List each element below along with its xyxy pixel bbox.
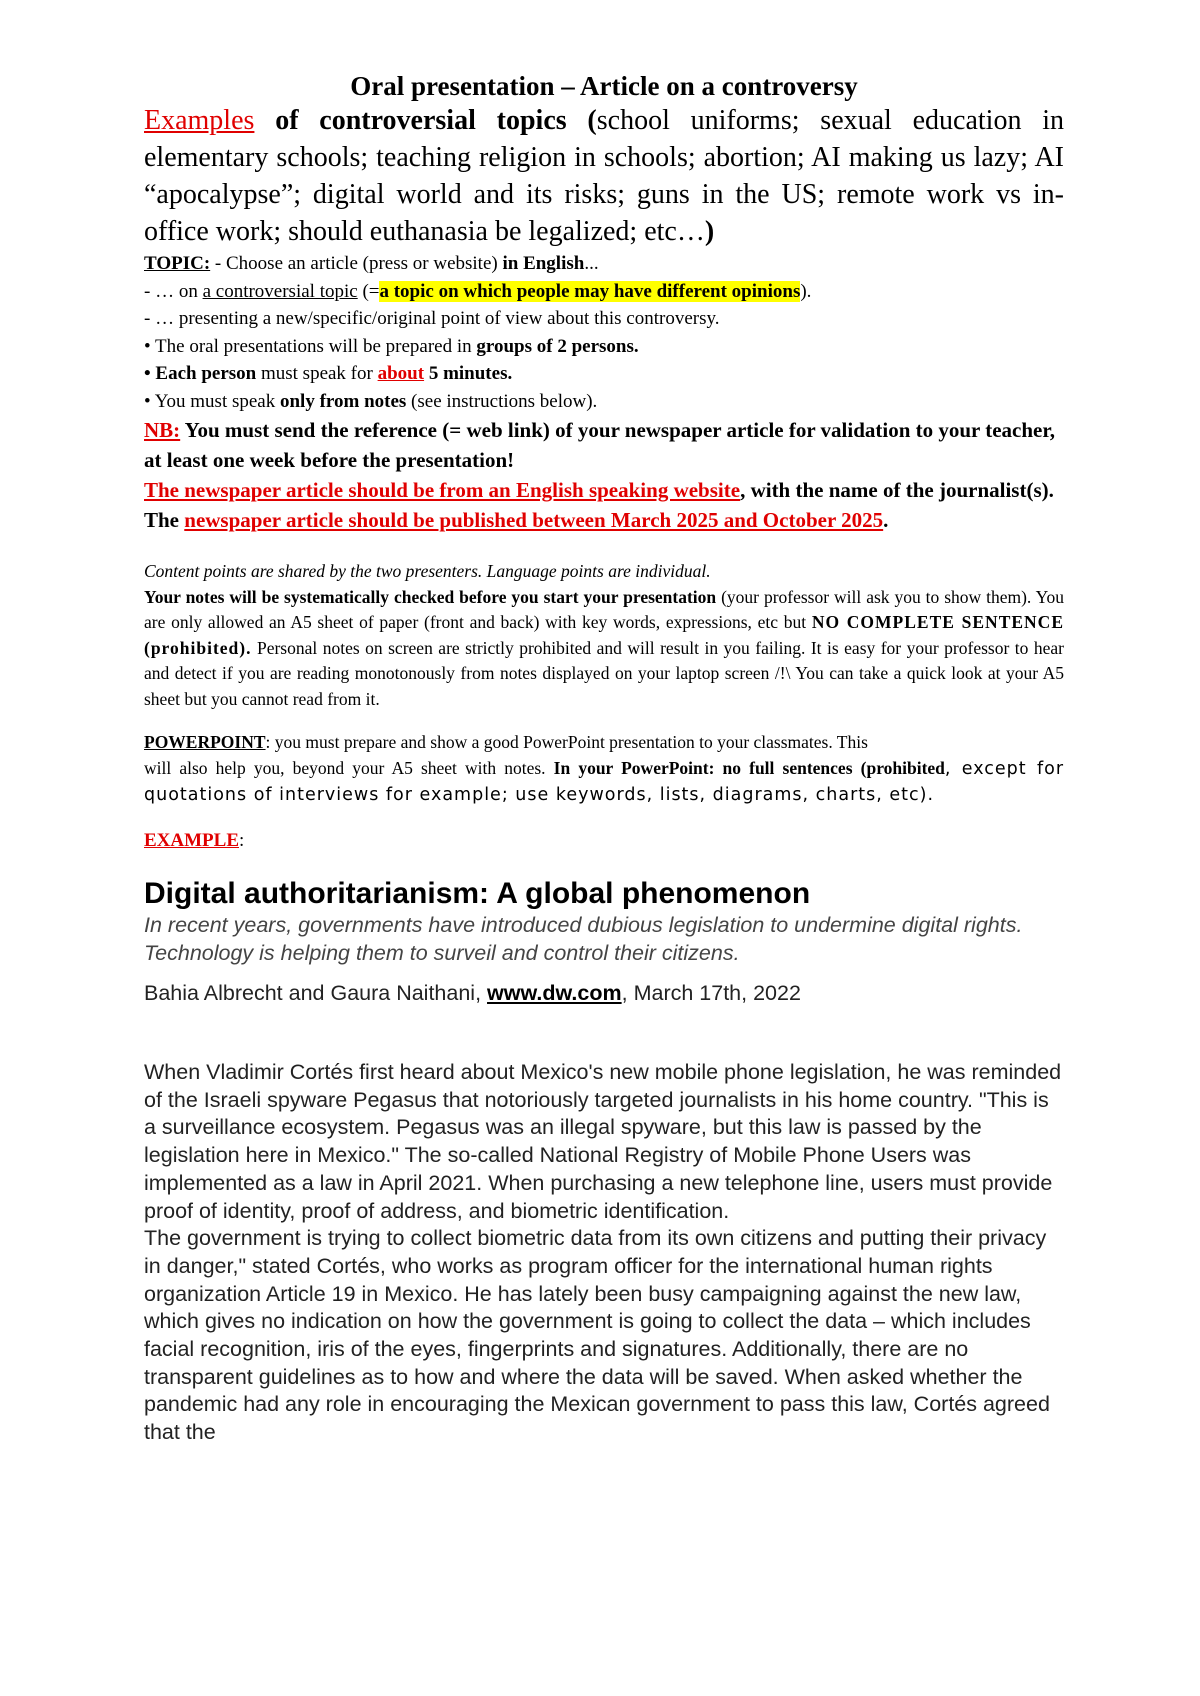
powerpoint-label: POWERPOINT <box>144 732 266 752</box>
article-title: Digital authoritarianism: A global phenomenon <box>144 877 811 910</box>
article-date: , March 17th, 2022 <box>621 981 801 1005</box>
bullet-notes <box>144 388 1064 416</box>
content-points-note: Content points are shared by the two presenters. Language points are individual. <box>144 561 711 581</box>
topic-line2-mid: (= <box>357 280 380 302</box>
notes-text1: (your professor will ask you to show them). You are only allowed an A5 sheet of paper (front and back) with key words, expressions, etc but <box>144 586 1064 632</box>
powerpoint-bold2: (prohibited <box>860 757 945 778</box>
controversial-topic-link: a controversial topic <box>202 280 358 302</box>
bullet1-text: • The oral presentations will be prepared in <box>144 335 477 357</box>
nb-label: NB: <box>144 418 181 442</box>
page-title: Oral presentation – Article on a controversy <box>350 71 858 101</box>
notes-text2: Personal notes on screen are strictly prohibited and will result in you failing. It is easy for your professor to hear and detect if you are reading monotonously from notes displayed on your laptop screen /!\ You can take a quick look at your A5 sheet but you cannot read from it. <box>144 637 1064 709</box>
topic-label: TOPIC: <box>144 253 211 274</box>
topic-line1-post: ... <box>584 253 599 274</box>
article-paragraph-2: The government is trying to collect biometric data from its own citizens and putting their privacy in danger," stated Cortés, who works as program officer for the international human rights organization Article 19 in Mexico. He has lately been busy campaigning against the new law, which gives no indication on how the government is going to collect the data – which includes facial recognition, iris of the eyes, fingerprints and signatures. Additionally, there are no transparent guidelines as to how and where the data will be saved. When asked whether the pandemic had any role in encouraging the Mexican government to pass this law, Cortés agreed that the <box>144 1226 1050 1445</box>
bullet3-bold: only from notes <box>279 390 407 412</box>
notes-paragraph <box>144 585 1064 713</box>
nb-text: You must send the reference (= web link) of your newspaper article for validation to your teacher, at least one week before the presentation! <box>144 418 1056 472</box>
powerpoint-paragraph <box>144 730 1064 809</box>
topic-line-2 <box>144 278 1064 306</box>
powerpoint-text1: : you must prepare and show a good PowerPoint presentation to your classmates. This <box>265 732 868 752</box>
nb-end: . <box>883 508 889 532</box>
topic-line-3: - … presenting a new/specific/original point of view about this controversy. <box>144 308 720 329</box>
nb-mid: , with the name of the journalist(s). The <box>144 478 1054 532</box>
examples-paragraph <box>144 102 1064 250</box>
article-paragraph-1: When Vladimir Cortés first heard about Mexico's new mobile phone legislation, he was reminded of the Israeli spyware Pegasus that notoriously targeted journalists in his home country. "This is a surveillance ecosystem. Pegasus was an illegal spyware, but this law is passed by the legislation here in Mexico." The so-called National Registry of Mobile Phone Users was implemented as a law in April 2021. When purchasing a new telephone line, users must provide proof of identity, proof of address, and biometric identification. <box>144 1060 1062 1223</box>
bullet2-mid: must speak for <box>256 363 378 384</box>
notes-bold2: NO COMPLETE SENTENCE (prohibited). <box>144 612 1064 658</box>
topic-line1-text: - Choose an article (press or website) <box>210 253 503 274</box>
bullet-speak-time <box>144 360 1064 388</box>
topic-line1-bold: in English <box>502 253 585 274</box>
bullet3-post: (see instructions below). <box>406 390 598 412</box>
example-label: EXAMPLE <box>144 829 239 851</box>
article-subtitle: In recent years, governments have introduced dubious legislation to undermine digital rights. Technology is helping them to surveil and control their citizens. <box>144 913 1023 965</box>
document-page <box>144 70 1064 1447</box>
bullet2-bold: • Each person <box>144 363 257 384</box>
source-link[interactable]: www.dw.com <box>487 981 622 1005</box>
example-heading <box>144 827 1064 855</box>
about-emphasis: about <box>377 363 425 384</box>
topic-line2-post: ). <box>800 280 812 302</box>
english-website-requirement: The newspaper article should be from an English speaking website <box>144 478 741 502</box>
example-colon: : <box>239 829 245 851</box>
examples-text: school uniforms; sexual education in elementary schools; teaching religion in schools; abortion; AI making us lazy; AI “apocalypse”; digital world and its risks; guns in the US; remote work vs in-office work; should euthanasia be legalized; etc… <box>144 105 1064 247</box>
article-byline <box>144 979 1064 1007</box>
nb-paragraph <box>144 415 1064 535</box>
powerpoint-text3: , except for quotations of interviews for example; use keywords, lists, diagrams, charts, etc). <box>144 758 1065 805</box>
examples-close: ) <box>704 216 715 247</box>
powerpoint-bold1: In your PowerPoint: no full sentences <box>553 757 853 778</box>
bullet2-post: 5 minutes. <box>424 363 513 384</box>
bullet-groups <box>144 333 1064 361</box>
highlighted-definition: a topic on which people may have different opinions <box>379 280 801 302</box>
publication-date-requirement: newspaper article should be published between March 2025 and October 2025 <box>184 508 884 532</box>
article-authors: Bahia Albrecht and Gaura Naithani, <box>144 981 488 1005</box>
bullet3-pre: • You must speak <box>144 390 280 412</box>
notes-bold1: Your notes will be systematically checked before you start your presentation <box>144 586 717 607</box>
bullet1-bold: groups of 2 persons. <box>476 335 639 357</box>
examples-heading: of controversial topics ( <box>275 105 597 136</box>
topic-line-1 <box>144 250 1064 278</box>
topic-line2-pre: - … on <box>144 280 203 302</box>
powerpoint-text2: will also help you, beyond your A5 sheet with notes. <box>144 757 554 778</box>
examples-label: Examples <box>144 105 255 136</box>
